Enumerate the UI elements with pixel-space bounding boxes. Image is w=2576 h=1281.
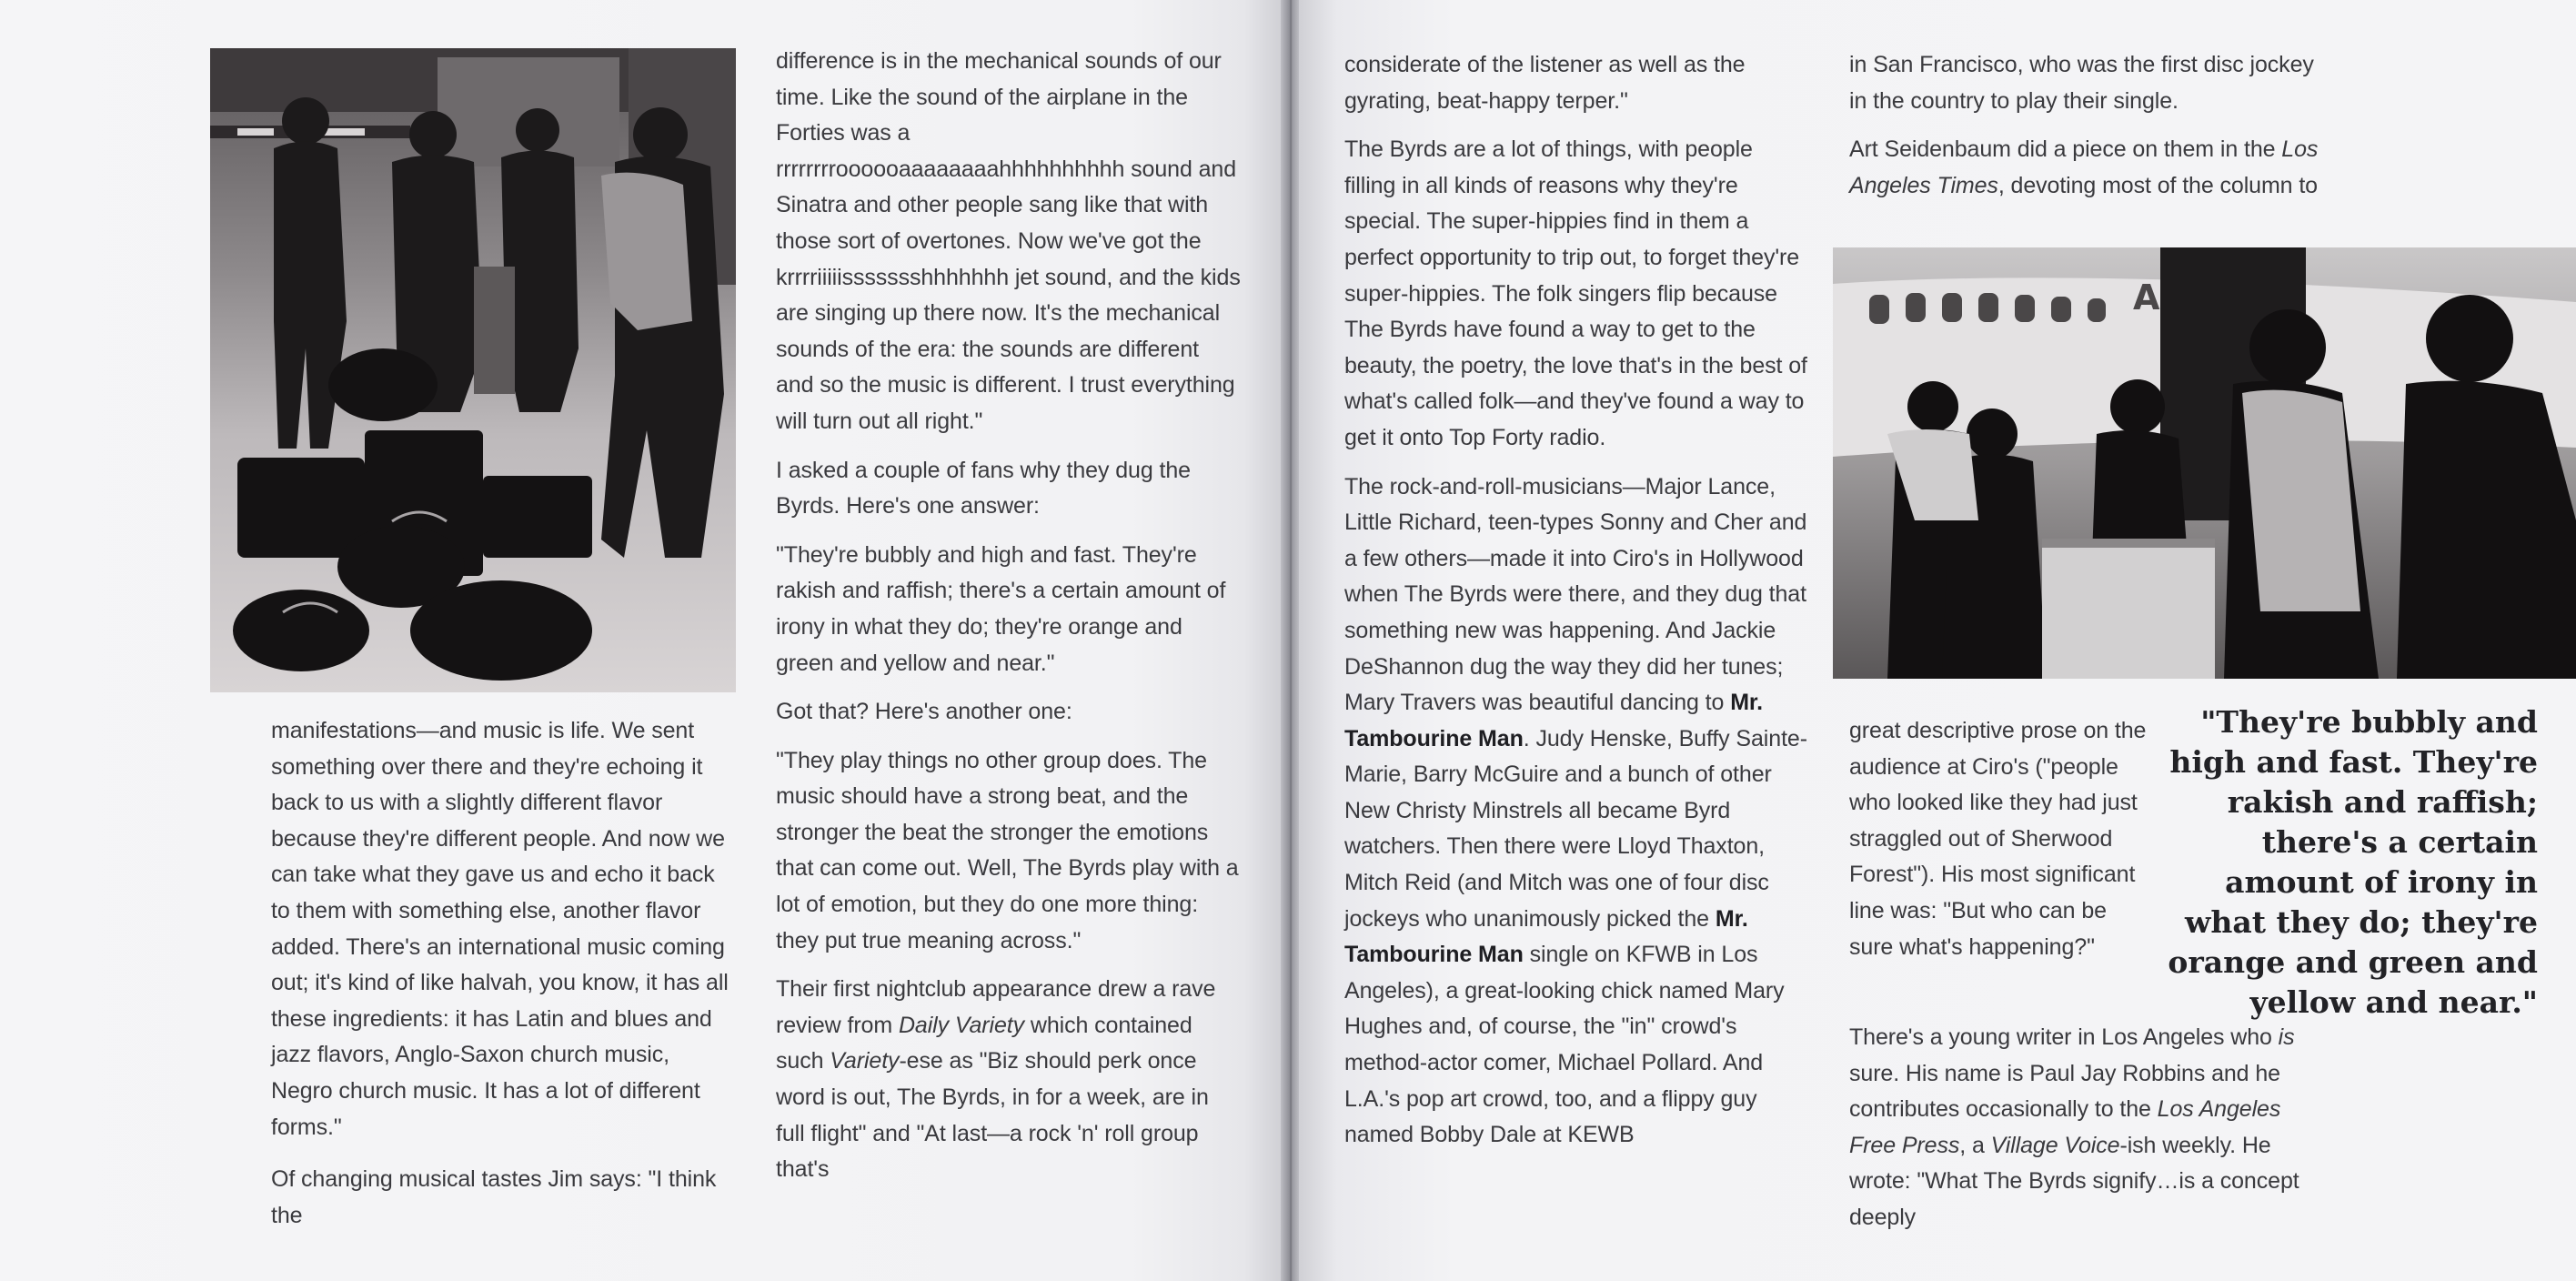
paragraph-daily-variety: [776, 972, 1242, 1188]
paragraph: Of changing musical tastes Jim says: "I think the: [271, 1166, 717, 1228]
text-run: single on KFWB in Los Angeles), a great-looking chick named Mary Hughes and, of course, the "in" crowd's method-actor comer, Michael Pollard. And L.A.'s pop art crowd, too, and a flippy guy named Bobby Dale at KEWB: [1344, 942, 1785, 1148]
publication-title: Los Angeles Times: [1849, 136, 2319, 198]
publication-title: Daily Variety: [898, 1012, 1025, 1038]
text-run: which contained such: [776, 1012, 1192, 1074]
right-column-2-bottom: [1849, 1020, 2322, 1249]
paragraph: "They're bubbly and high and fast. They're rakish and raffish; there's a certain amount of irony in what they do; they're orange and green and yellow and near.": [776, 541, 1226, 676]
text-run: There's a young writer in Los Angeles who: [1849, 1024, 2279, 1050]
text-run: -ish weekly. He wrote: "What The Byrds signify…is a concept deeply: [1849, 1132, 2299, 1230]
text-run: , devoting most of the column to: [1997, 172, 2318, 198]
publication-title: Variety: [830, 1048, 900, 1074]
paragraph-paul-jay-robbins: [1849, 1020, 2322, 1236]
photo-band-at-airplane: [1833, 247, 2576, 679]
paragraph: I asked a couple of fans why they dug the Byrds. Here's one answer:: [776, 457, 1191, 519]
photo-band-with-luggage-image: [210, 48, 736, 692]
text-run: Art Seidenbaum did a piece on them in the: [1849, 136, 2282, 163]
paragraph: The Byrds are a lot of things, with people filling in all kinds of reasons why they're special. The super-hippies find in them a perfect opportunity to trip out, to forget they're super-hippies. The folk singers flip because The Byrds have found a way to get to the beauty, the poetry, the love that's in the best of what's called folk—and they've found a way to get it onto Top Forty radio.: [1344, 136, 1807, 450]
publication-title: Los Angeles Free Press: [1849, 1096, 2281, 1158]
paragraph: great descriptive prose on the audience at Ciro's ("people who looked like they had just straggled out of Sherwood Forest"). His most significant line was: "But who can be sure what's happening?": [1849, 718, 2147, 960]
paragraph: Got that? Here's another one:: [776, 699, 1072, 725]
left-column-1: [271, 713, 737, 1250]
paragraph-seidenbaum: [1849, 132, 2322, 204]
right-column-2-narrow: [1849, 713, 2149, 978]
plane-lettering: A: [2133, 277, 2160, 318]
text-run: sure. His name is Paul Jay Robbins and he contributes occasionally to the: [1849, 1060, 2280, 1123]
text-run: . Judy Henske, Buffy Sainte-Marie, Barry McGuire and a bunch of other New Christy Minstrels all became Byrd watchers. Then there were Lloyd Thaxton, Mitch Reid (and Mitch was one of four disc jockeys who unanimously picked the: [1344, 725, 1807, 932]
text-run: The rock-and-roll-musicians—Major Lance, Little Richard, teen-types Sonny and Cher and a few others—made it into Ciro's in Hollywood when The Byrds were there, and they dug that something new was happening. And Jackie DeShannon dug the way they did her tunes; Mary Travers was beautiful dancing to: [1344, 473, 1807, 716]
text-run: , a: [1959, 1132, 1991, 1158]
emphasis: is: [2278, 1024, 2295, 1050]
photo-band-at-airplane-image: [1833, 247, 2576, 679]
photo-band-with-luggage: [210, 48, 736, 692]
song-title: Mr. Tambourine Man: [1344, 905, 1748, 968]
text-run: -ese as "Biz should perk once word is out, The Byrds, in for a week, are in full flight" and "At last—a rock 'n' roll group that's: [776, 1048, 1209, 1183]
left-column-2: [776, 44, 1242, 1201]
text-run: Their first nightclub appearance drew a rave review from: [776, 976, 1216, 1038]
book-gutter: [1281, 0, 1301, 1281]
right-column-1: [1344, 47, 1808, 1166]
song-title: Mr. Tambourine Man: [1344, 690, 1764, 751]
paragraph: manifestations—and music is life. We sent something over there and they're echoing it back to us with a slightly different flavor because they're different people. And now we can take what they gave us and echo it back to them with something else, another flavor added. There's an international music coming out; it's kind of like halvah, you know, it has all these ingredients: it has Latin and blues and jazz flavors, Anglo-Saxon church music, Negro church music. It has a lot of different forms.": [271, 718, 729, 1140]
publication-title: Village Voice: [1990, 1132, 2120, 1158]
paragraph: in San Francisco, who was the first disc jockey in the country to play their single.: [1849, 52, 2314, 114]
paragraph-rock-musicians: [1344, 469, 1808, 1154]
right-column-2-top: [1849, 47, 2322, 217]
paragraph: "They play things no other group does. The music should have a strong beat, and the stronger the beat the stronger the emotions that can come out. Well, The Byrds play with a lot of emotion, but they do one more thing: they put true meaning across.": [776, 747, 1239, 953]
paragraph: considerate of the listener as well as the gyrating, beat-happy terper.": [1344, 52, 1746, 114]
pull-quote: "They're bubbly and high and fast. They're rakish and raffish; there's a certain amount of irony in what they do; they're orange and green and yellow and near.": [2168, 704, 2538, 1020]
paragraph: difference is in the mechanical sounds of our time. Like the sound of the airplane in the Forties was a rrrrrrrroooooaaaaaaaahhhhhhhhhh sound and Sinatra and other people sang like that with those sort of overtones. Now we've got the krrrriiiiissssssshhhhhhh jet sound, and the kids are singing up there now. It's the mechanical sounds of the era: the sounds are different and so the music is different. I trust everything will turn out all right.": [776, 48, 1241, 434]
